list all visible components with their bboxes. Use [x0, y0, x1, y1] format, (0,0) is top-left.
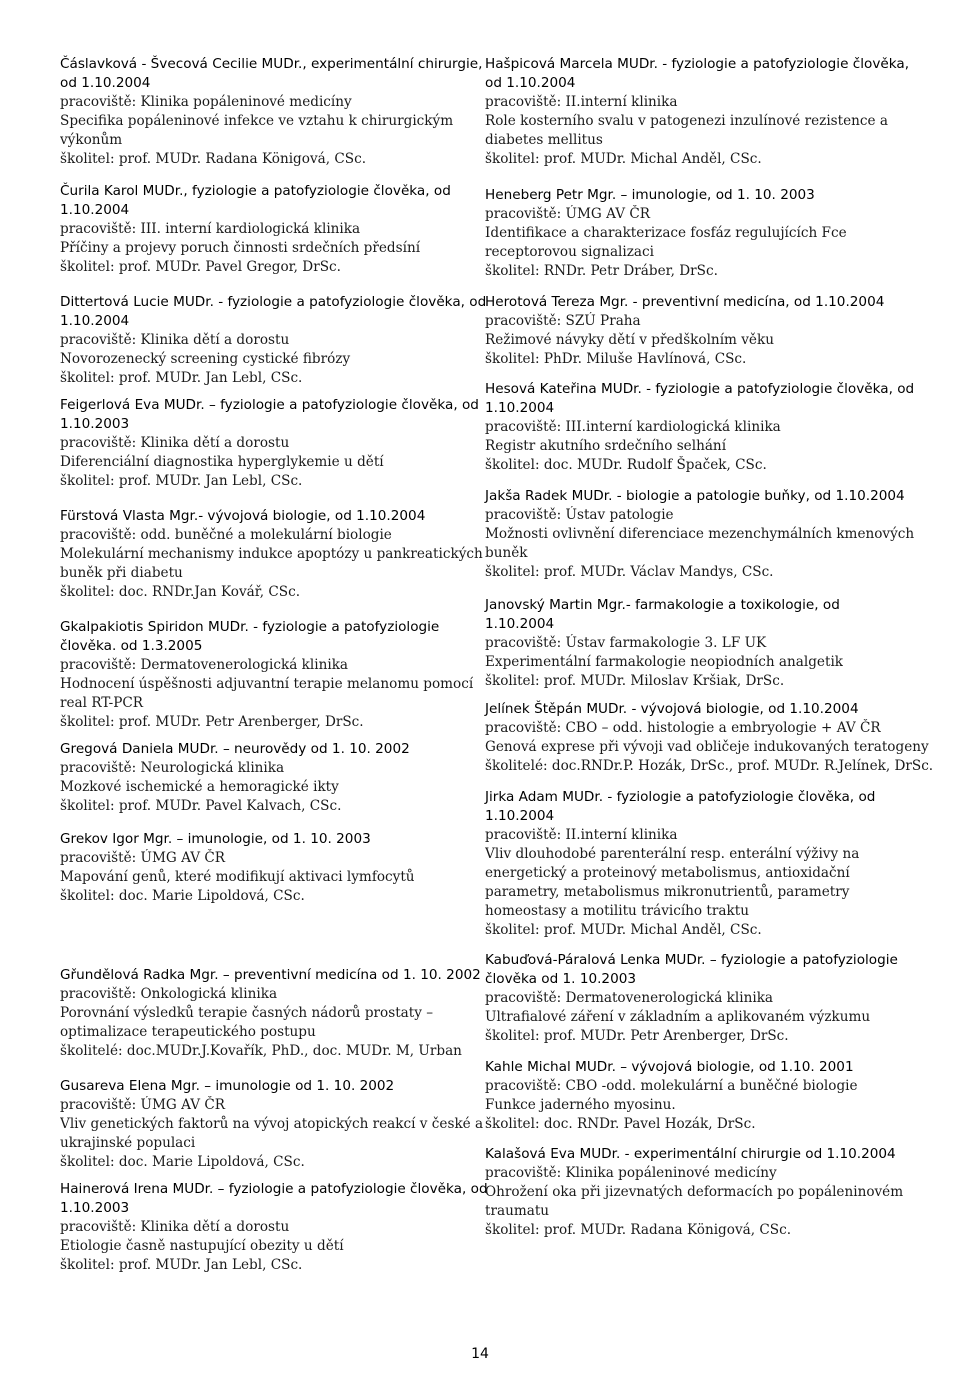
entry-detail-line: školitelé: doc.MUDr.J.Kovařík, PhD., doc. MUDr. M, Urban [60, 1043, 462, 1059]
entry-detail-line: diabetes mellitus [485, 132, 603, 148]
student-name-line: Dittertová Lucie MUDr. - fyziologie a patofyziologie člověka, od [60, 294, 487, 310]
entry-detail-line: pracoviště: Onkologická klinika [60, 986, 278, 1002]
entry-detail-line: pracoviště: III. interní kardiologická klinika [60, 221, 361, 237]
student-name-line: člověka. od 1.3.2005 [60, 638, 203, 654]
entry-detail-line: školitel: prof. MUDr. Pavel Kalvach, CSc. [60, 798, 342, 814]
entry-detail-line: Registr akutního srdečního selhání [485, 438, 727, 454]
entry-detail-line: pracoviště: SZÚ Praha [485, 313, 641, 329]
entry-detail-line: Hodnocení úspěšnosti adjuvantní terapie melanomu pomocí [60, 676, 474, 692]
entry-detail-line: pracoviště: Klinika popáleninové medicíny [60, 94, 352, 110]
student-name-line: 1.10.2003 [60, 1200, 130, 1216]
entry-detail-line: školitel: doc. Marie Lipoldová, CSc. [60, 888, 305, 904]
entry-detail-line: Ultrafialové záření v základním a aplikovaném výzkumu [485, 1009, 871, 1025]
doctoral-entry [60, 1077, 483, 1172]
doctoral-entry [485, 951, 898, 1046]
student-name-line: Čáslavková - Švecová Cecilie MUDr., experimentální chirurgie, [60, 56, 483, 72]
entry-detail-line: školitel: prof. MUDr. Miloslav Kršiak, DrSc. [485, 673, 785, 689]
student-name-line: 1.10.2003 [60, 416, 130, 432]
entry-detail-line: pracoviště: II.interní klinika [485, 94, 678, 110]
student-name-line: Gřundělová Radka Mgr. – preventivní medicína od 1. 10. 2002 [60, 967, 481, 983]
entry-detail-line: školitel: prof. MUDr. Radana Königová, CSc. [60, 151, 367, 167]
entry-detail-line: školitel: PhDr. Miluše Havlínová, CSc. [485, 351, 747, 367]
student-name-line: 1.10.2004 [485, 808, 555, 824]
student-name-line: 1.10.2004 [60, 313, 130, 329]
doctoral-entry [485, 380, 914, 475]
entry-detail-line: receptorovou signalizaci [485, 244, 654, 260]
entry-detail-line: školitel: prof. MUDr. Petr Arenberger, DrSc. [485, 1028, 789, 1044]
entry-detail-line: pracoviště: III.interní kardiologická klinika [485, 419, 781, 435]
page-number: 14 [471, 1346, 489, 1362]
entry-detail-line: pracoviště: Klinika dětí a dorostu [60, 332, 290, 348]
student-name-line: Čurila Karol MUDr., fyziologie a patofyziologie člověka, od [60, 183, 451, 199]
entry-detail-line: Mozkové ischemické a hemoragické ikty [60, 779, 339, 795]
entry-detail-line: školitel: prof. MUDr. Václav Mandys, CSc. [485, 564, 774, 580]
student-name-line: Gusareva Elena Mgr. – imunologie od 1. 10. 2002 [60, 1078, 395, 1094]
entry-detail-line: pracoviště: Ústav patologie [485, 507, 674, 523]
entry-detail-line: školitel: prof. MUDr. Radana Königová, CSc. [485, 1222, 792, 1238]
entry-detail-line: pracoviště: ÚMG AV ČR [60, 1097, 225, 1113]
entry-detail-line: traumatu [485, 1203, 550, 1219]
entry-detail-line: Novorozenecký screening cystické fibrózy [60, 351, 351, 367]
student-name-line: od 1.10.2004 [485, 75, 576, 91]
entry-detail-line: Funkce jaderného myosinu. [485, 1097, 676, 1113]
entry-detail-line: Režimové návyky dětí v předškolním věku [485, 332, 774, 348]
student-name-line: Herotová Tereza Mgr. - preventivní medicína, od 1.10.2004 [485, 294, 885, 310]
entry-detail-line: Identifikace a charakterizace fosfáz regulujících Fce [485, 225, 847, 241]
student-name-line: Kabuďová-Páralová Lenka MUDr. – fyziologie a patofyziologie [485, 952, 898, 968]
entry-detail-line: pracoviště: CBO – odd. histologie a embryologie + AV ČR [485, 720, 881, 736]
entry-detail-line: buněk [485, 545, 528, 561]
student-name-line: Kahle Michal MUDr. – vývojová biologie, od 1.10. 2001 [485, 1059, 854, 1075]
entry-detail-line: školitel: prof. MUDr. Michal Anděl, CSc. [485, 151, 762, 167]
entry-detail-line: buněk při diabetu [60, 565, 183, 581]
doctoral-entry [485, 55, 909, 169]
student-name-line: Kalašová Eva MUDr. - experimentální chirurgie od 1.10.2004 [485, 1146, 896, 1162]
student-name-line: Heneberg Petr Mgr. – imunologie, od 1. 10. 2003 [485, 187, 815, 203]
entry-detail-line: Ohrožení oka při jizevnatých deformacích po popáleninovém [485, 1184, 904, 1200]
doctoral-entry [485, 788, 875, 940]
entry-detail-line: pracoviště: Dermatovenerologická klinika [485, 990, 774, 1006]
student-name-line: Janovský Martin Mgr.- farmakologie a toxikologie, od [485, 597, 840, 613]
student-name-line: Hesová Kateřina MUDr. - fyziologie a patofyziologie člověka, od [485, 381, 915, 397]
entry-detail-line: školitel: doc. RNDr.Jan Kovář, CSc. [60, 584, 301, 600]
student-name-line: Grekov Igor Mgr. – imunologie, od 1. 10. 2003 [60, 831, 371, 847]
entry-detail-line: školitel: doc. RNDr. Pavel Hozák, DrSc. [485, 1116, 756, 1132]
entry-detail-line: školitelé: doc.RNDr.P. Hozák, DrSc., prof. MUDr. R.Jelínek, DrSc. [485, 758, 934, 774]
student-name-line: Hainerová Irena MUDr. – fyziologie a patofyziologie člověka, od [60, 1181, 488, 1197]
student-name-line: 1.10.2004 [485, 616, 555, 632]
entry-detail-line: Molekulární mechanismy indukce apoptózy u pankreatických [60, 546, 483, 562]
doctoral-entry [60, 396, 479, 491]
student-name-line: 1.10.2004 [485, 400, 555, 416]
doctoral-entry [60, 507, 483, 602]
student-name-line: Gkalpakiotis Spiridon MUDr. - fyziologie a patofyziologie [60, 619, 440, 635]
entry-detail-line: pracoviště: Klinika popáleninové medicíny [485, 1165, 777, 1181]
student-name-line: Gregová Daniela MUDr. – neurovědy od 1. 10. 2002 [60, 741, 410, 757]
student-name-line: Feigerlová Eva MUDr. – fyziologie a patofyziologie člověka, od [60, 397, 479, 413]
entry-detail-line: školitel: prof. MUDr. Petr Arenberger, DrSc. [60, 714, 364, 730]
entry-detail-line: homeostasy a motilitu trávicího traktu [485, 903, 749, 919]
entry-detail-line: pracoviště: Ústav farmakologie 3. LF UK [485, 635, 767, 651]
entry-detail-line: pracoviště: Klinika dětí a dorostu [60, 1219, 290, 1235]
entry-detail-line: Mapování genů, které modifikují aktivaci lymfocytů [60, 869, 415, 885]
doctoral-entry [60, 830, 415, 906]
entry-detail-line: výkonům [60, 132, 123, 148]
doctoral-entry [60, 618, 473, 732]
doctoral-entry [485, 186, 847, 281]
entry-detail-line: parametry, metabolismus mikronutrientů, parametry [485, 884, 850, 900]
doctoral-entry [60, 966, 481, 1061]
doctoral-entry [60, 293, 486, 388]
doctoral-entry [60, 182, 451, 277]
entry-detail-line: školitel: prof. MUDr. Jan Lebl, CSc. [60, 1257, 303, 1273]
entry-detail-line: Etiologie časně nastupující obezity u dětí [60, 1238, 344, 1254]
entry-detail-line: pracoviště: CBO -odd. molekulární a buněčné biologie [485, 1078, 858, 1094]
entry-detail-line: pracoviště: Klinika dětí a dorostu [60, 435, 290, 451]
student-name-line: člověka od 1. 10.2003 [485, 971, 637, 987]
student-name-line: Fürstová Vlasta Mgr.- vývojová biologie, od 1.10.2004 [60, 508, 426, 524]
entry-detail-line: Experimentální farmakologie neopiodních analgetik [485, 654, 844, 670]
student-name-line: Jakša Radek MUDr. - biologie a patologie buňky, od 1.10.2004 [485, 488, 905, 504]
doctoral-entry [485, 487, 914, 582]
doctoral-entry [60, 1180, 488, 1275]
entry-detail-line: pracoviště: II.interní klinika [485, 827, 678, 843]
student-name-line: od 1.10.2004 [60, 75, 151, 91]
entry-detail-line: Genová exprese při vývoji vad obličeje indukovaných teratogeny [485, 739, 929, 755]
entry-detail-line: real RT-PCR [60, 695, 144, 711]
doctoral-entry [485, 1058, 858, 1134]
doctoral-entry [485, 1145, 903, 1240]
doctoral-entry [485, 293, 884, 369]
student-name-line: Jelínek Štěpán MUDr. - vývojová biologie, od 1.10.2004 [485, 701, 859, 717]
entry-detail-line: školitel: prof. MUDr. Jan Lebl, CSc. [60, 370, 303, 386]
entry-detail-line: školitel: prof. MUDr. Pavel Gregor, DrSc. [60, 259, 341, 275]
doctoral-entry [60, 740, 410, 816]
entry-detail-line: školitel: doc. Marie Lipoldová, CSc. [60, 1154, 305, 1170]
entry-detail-line: pracoviště: ÚMG AV ČR [485, 206, 650, 222]
doctoral-entry [485, 700, 933, 776]
entry-detail-line: Specifika popáleninové infekce ve vztahu k chirurgickým [60, 113, 454, 129]
doctoral-entry [485, 596, 843, 691]
entry-detail-line: ukrajinské populaci [60, 1135, 196, 1151]
entry-detail-line: školitel: doc. MUDr. Rudolf Špaček, CSc. [485, 457, 767, 473]
entry-detail-line: Diferenciální diagnostika hyperglykemie u dětí [60, 454, 384, 470]
entry-detail-line: pracoviště: Neurologická klinika [60, 760, 285, 776]
entry-detail-line: školitel: prof. MUDr. Michal Anděl, CSc. [485, 922, 762, 938]
entry-detail-line: Role kosterního svalu v patogenezi inzulínové rezistence a [485, 113, 888, 129]
student-name-line: Jirka Adam MUDr. - fyziologie a patofyziologie člověka, od [485, 789, 876, 805]
entry-detail-line: Vliv genetických faktorů na vývoj atopických reakcí v české a [60, 1116, 484, 1132]
entry-detail-line: Porovnání výsledků terapie časných nádorů prostaty – [60, 1005, 434, 1021]
entry-detail-line: školitel: RNDr. Petr Dráber, DrSc. [485, 263, 718, 279]
doctoral-entry [60, 55, 482, 169]
entry-detail-line: pracoviště: odd. buněčné a molekulární biologie [60, 527, 392, 543]
student-name-line: 1.10.2004 [60, 202, 130, 218]
entry-detail-line: optimalizace terapeutického postupu [60, 1024, 316, 1040]
entry-detail-line: školitel: prof. MUDr. Jan Lebl, CSc. [60, 473, 303, 489]
entry-detail-line: pracoviště: ÚMG AV ČR [60, 850, 225, 866]
entry-detail-line: Příčiny a projevy poruch činnosti srdečních předsíní [60, 240, 421, 256]
student-name-line: Hašpicová Marcela MUDr. - fyziologie a patofyziologie člověka, [485, 56, 910, 72]
entry-detail-line: energetický a proteinový metabolismus, antioxidační [485, 865, 850, 881]
entry-detail-line: Možnosti ovlivnění diferenciace mezenchymálních kmenových [485, 526, 915, 542]
entry-detail-line: pracoviště: Dermatovenerologická klinika [60, 657, 349, 673]
entry-detail-line: Vliv dlouhodobé parenterální resp. enterální výživy na [485, 846, 860, 862]
